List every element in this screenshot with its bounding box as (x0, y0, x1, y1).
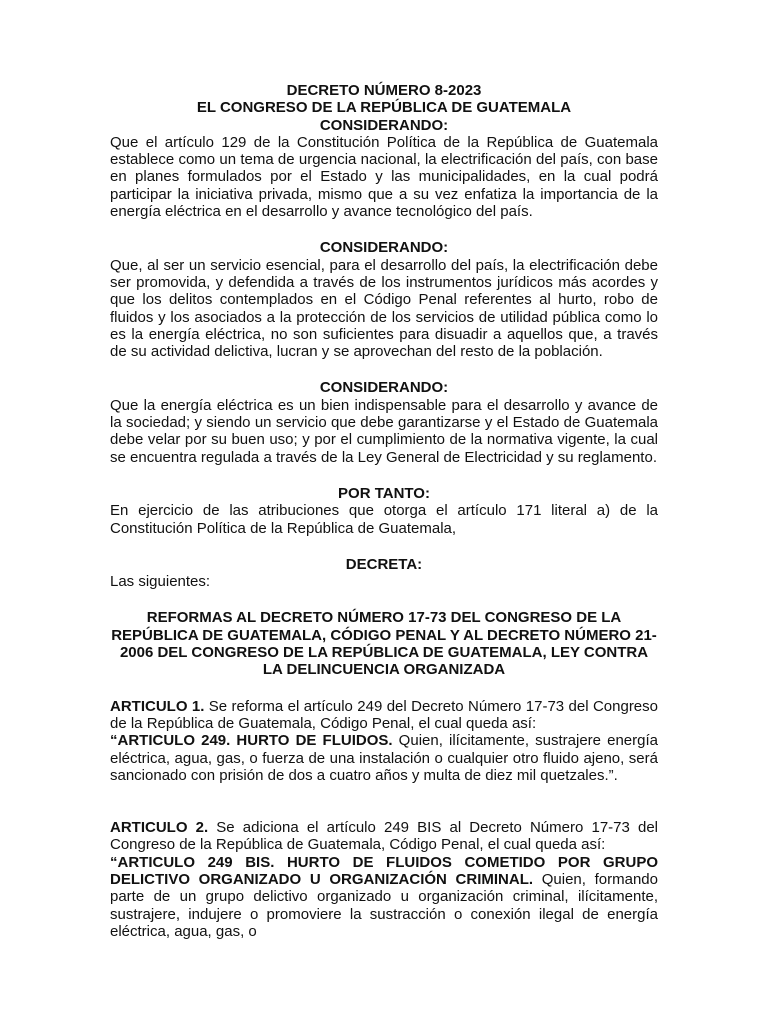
decreta-heading: DECRETA: (345, 555, 423, 573)
reform-title: REFORMAS AL DECRETO NÚMERO 17-73 DEL CONGRESO DE LA REPÚBLICA DE GUATEMALA, CÓDIGO PENAL Y AL DECRETO NÚMERO 21-2006 DEL CONGRESO DE LA REPÚBLICA DE GUATEMALA, LEY CONTRA LA DELINCUENCIA ORGANIZADA (111, 609, 657, 679)
considerando-1-text: Que el artículo 129 de la Constitución Política de la República de Guatemala establece como un tema de urgencia nacional, la electrificación del país, con base en planes formulados por el Estado y las municipalidades, en la cual podrá participar la iniciativa privada, mismo que a su vez enfatiza la importancia de la energía eléctrica en el desarrollo y avance tecnológico del país. (110, 133, 658, 221)
article-1-quote-title: “ARTICULO 249. HURTO DE FLUIDOS. (110, 732, 393, 750)
article-1 (110, 698, 658, 733)
article-2-text: Se adiciona el artículo 249 BIS al Decreto Número 17-73 del Congreso de la República de Guatemala, Código Penal, el cual queda así: (110, 819, 659, 854)
article-1-text: Se reforma el artículo 249 del Decreto Número 17-73 del Congreso de la República de Guatemala, Código Penal, el cual queda así: (110, 697, 658, 732)
article-1-quote (110, 732, 658, 784)
article-2-quote-title: “ARTICULO 249 BIS. HURTO DE FLUIDOS COMETIDO POR GRUPO DELICTIVO ORGANIZADO U ORGANIZACIÓN CRIMINAL. (110, 853, 658, 888)
article-2-label: ARTICULO 2. (110, 819, 209, 837)
considerando-2-heading: CONSIDERANDO: (319, 239, 449, 257)
article-1-quote-text: Quien, ilícitamente, sustrajere energía eléctrica, agua, gas, o fuerza de una instalación o cualquier otro fluido ajeno, será sancionado con prisión de dos a cuatro años y multa de diez mil quetzales.”. (110, 732, 658, 784)
article-2 (110, 819, 658, 854)
issuer-heading: EL CONGRESO DE LA REPÚBLICA DE GUATEMALA (196, 99, 572, 117)
decree-number: DECRETO NÚMERO 8-2023 (286, 82, 482, 99)
decreta-text: Las siguientes: (110, 573, 211, 591)
considerando-3-heading: CONSIDERANDO: (319, 379, 449, 397)
por-tanto-text: En ejercicio de las atribuciones que otorga el artículo 171 literal a) de la Constitución Política de la República de Guatemala, (110, 502, 658, 537)
article-2-quote-text: Quien, formando parte de un grupo delictivo organizado u organización criminal, ilícitamente, sustrajere, indujere o promoviere la sustracción o conexión ilegal de energía eléctrica, agua, gas, o (110, 870, 658, 940)
considerando-2-text: Que, al ser un servicio esencial, para el desarrollo del país, la electrificación debe ser promovida, y defendida a través de los instrumentos jurídicos más acordes y que los delitos contemplados en el Código Penal referentes al hurto, robo de fluidos y los asociados a la protección de los servicios de utilidad pública como lo es la energía eléctrica, no son suficientes para disuadir a aquellos que, a través de su actividad delictiva, lucran y se aprovechan del resto de la población. (110, 256, 658, 361)
por-tanto-heading: POR TANTO: (338, 484, 430, 502)
article-1-label: ARTICULO 1. (110, 697, 205, 715)
article-2-quote (110, 854, 658, 940)
considerando-3-text: Que la energía eléctrica es un bien indispensable para el desarrollo y avance de la sociedad; y siendo un servicio que debe garantizarse y el Estado de Guatemala debe velar por su buen uso; y por el cumplimiento de la normativa vigente, la cual se encuentra regulada a través de la Ley General de Electricidad y su reglamento. (110, 396, 658, 466)
considerando-1-heading: CONSIDERANDO: (319, 116, 449, 134)
